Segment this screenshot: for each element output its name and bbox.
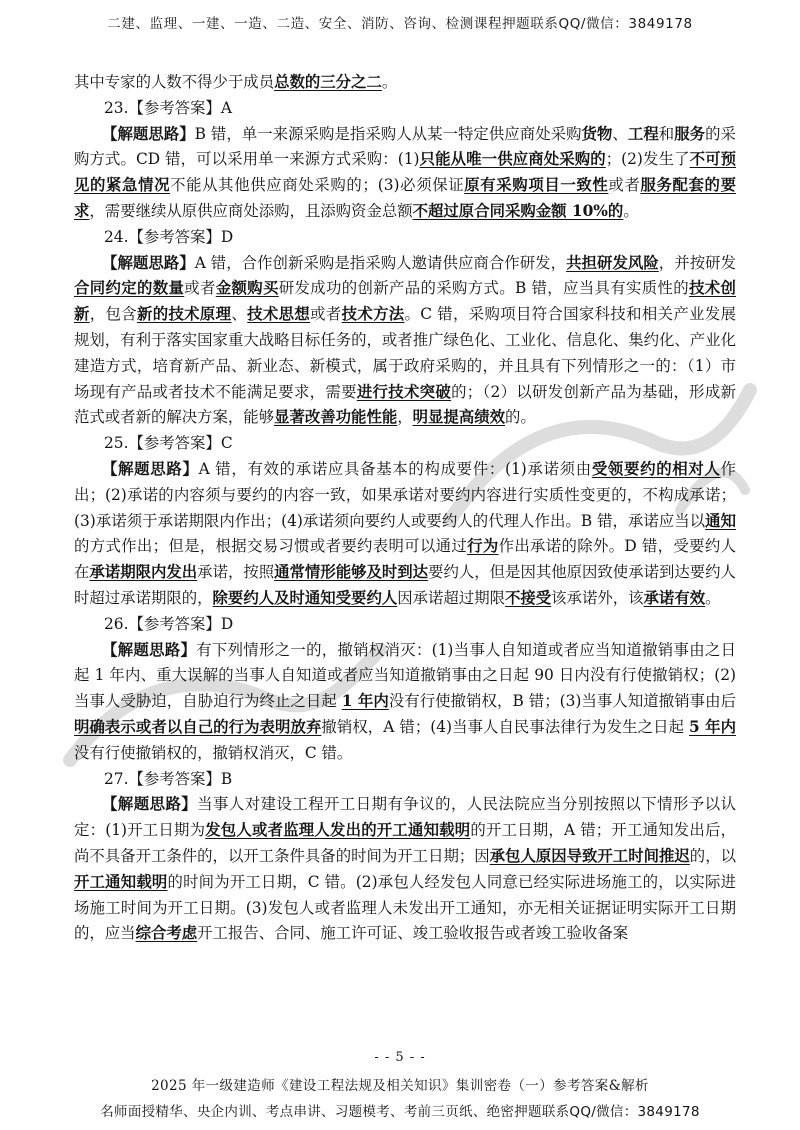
answer-24: 24.【参考答案】D: [104, 227, 234, 246]
answer-26: 26.【参考答案】D: [104, 614, 234, 633]
header-banner: 二建、监理、一建、一造、二造、安全、消防、咨询、检测课程押题联系QQ/微信：3849178: [107, 16, 693, 32]
answer-27: 27.【参考答案】B: [104, 769, 233, 788]
footer-banner: 名师面授精华、央企内训、考点串讲、习题模考、考前三页纸、绝密押题联系QQ/微信：3849178: [100, 1104, 700, 1120]
solution-24: 【解题思路】A 错，合作创新采购是指采购人邀请供应商合作研发，共担研发风险，并按研发合同约定的数量或者金额购买研发成功的创新产品的采购方式。B 错，应当具有实质性的技术创新，包含新的技术原理、技术思想或者技术方法。C 错，采购项目符合国家科技和相关产业发展规划，有利于落实国家重大战略目标任务的，或者推广绿色化、工业化、信息化、集约化、产业化建造方式，培育新产品、新业态、新模式，属于政府采购的，并且具有下列情形之一的：（1）市场现有产品或者技术不能满足要求，需要进行技术突破的；（2）以研发创新产品为基础，形成新范式或者新的解决方案，能够显著改善功能性能，明显提高绩效的。: [74, 253, 736, 427]
answer-25: 25.【参考答案】C: [104, 434, 233, 453]
continued-paragraph: 其中专家的人数不得少于成员总数的三分之二。: [74, 73, 398, 91]
solution-25: 【解题思路】A 错，有效的承诺应具备基本的构成要件：(1)承诺须由受领要约的相对人作出；(2)承诺的内容须与要约的内容一致，如果承诺对要约内容进行实质性变更的，不构成承诺；(3)承诺须于承诺期限内作出；(4)承诺须向要约人或要约人的代理人作出。B 错，承诺应当以通知的方式作出；但是，根据交易习惯或者要约表明可以通过行为作出承诺的除外。D 错，受要约人在承诺期限内发出承诺，按照通常情形能够及时到达要约人，但是因其他原因致使承诺到达要约人时超过承诺期限的，除要约人及时通知受要约人因承诺超过期限不接受该承诺外，该承诺有效。: [74, 459, 736, 607]
solution-23: 【解题思路】B 错，单一来源采购是指采购人从某一特定供应商处采购货物、工程和服务的采购方式。CD 错，可以采用单一来源方式采购：(1)只能从唯一供应商处采购的；(2)发生了不可预见的紧急情况不能从其他供应商处采购的；(3)必须保证原有采购项目一致性或者服务配套的要求，需要继续从原供应商处添购，且添购资金总额不超过原合同采购金额 10%的。: [74, 124, 736, 220]
answer-23: 23.【参考答案】A: [104, 98, 232, 117]
page-number: - - 5 - -: [374, 1050, 426, 1065]
footer-title: 2025 年一级建造师《建设工程法规及相关知识》集训密卷（一）参考答案&解析: [151, 1078, 649, 1094]
solution-27: 【解题思路】当事人对建设工程开工日期有争议的，人民法院应当分别按照以下情形予以认定：(1)开工日期为发包人或者监理人发出的开工通知载明的开工日期，A 错；开工通知发出后，尚不具备开工条件的，以开工条件具备的时间为开工日期；因承包人原因导致开工时间推迟的，以开工通知载明的时间为开工日期，C 错。(2)承包人经发包人同意已经实际进场施工的，以实际进场施工时间为开工日期。(3)发包人或者监理人未发出开工通知，亦无相关证据证明实际开工日期的，应当综合考虑开工报告、合同、施工许可证、竣工验收报告或者竣工验收备案: [74, 795, 736, 943]
solution-26: 【解题思路】有下列情形之一的，撤销权消灭：(1)当事人自知道或者应当知道撤销事由之日起 1 年内、重大误解的当事人自知道或者应当知道撤销事由之日起 90 日内没有行使撤销权；(2)当事人受胁迫，自胁迫行为终止之日起 1 年内没有行使撤销权，B 错；(3)当事人知道撤销事由后明确表示或者以自己的行为表明放弃撤销权，A 错；(4)当事人自民事法律行为发生之日起 5 年内没有行使撤销权的，撤销权消灭，C 错。: [74, 640, 736, 762]
answer-body: [74, 70, 736, 947]
